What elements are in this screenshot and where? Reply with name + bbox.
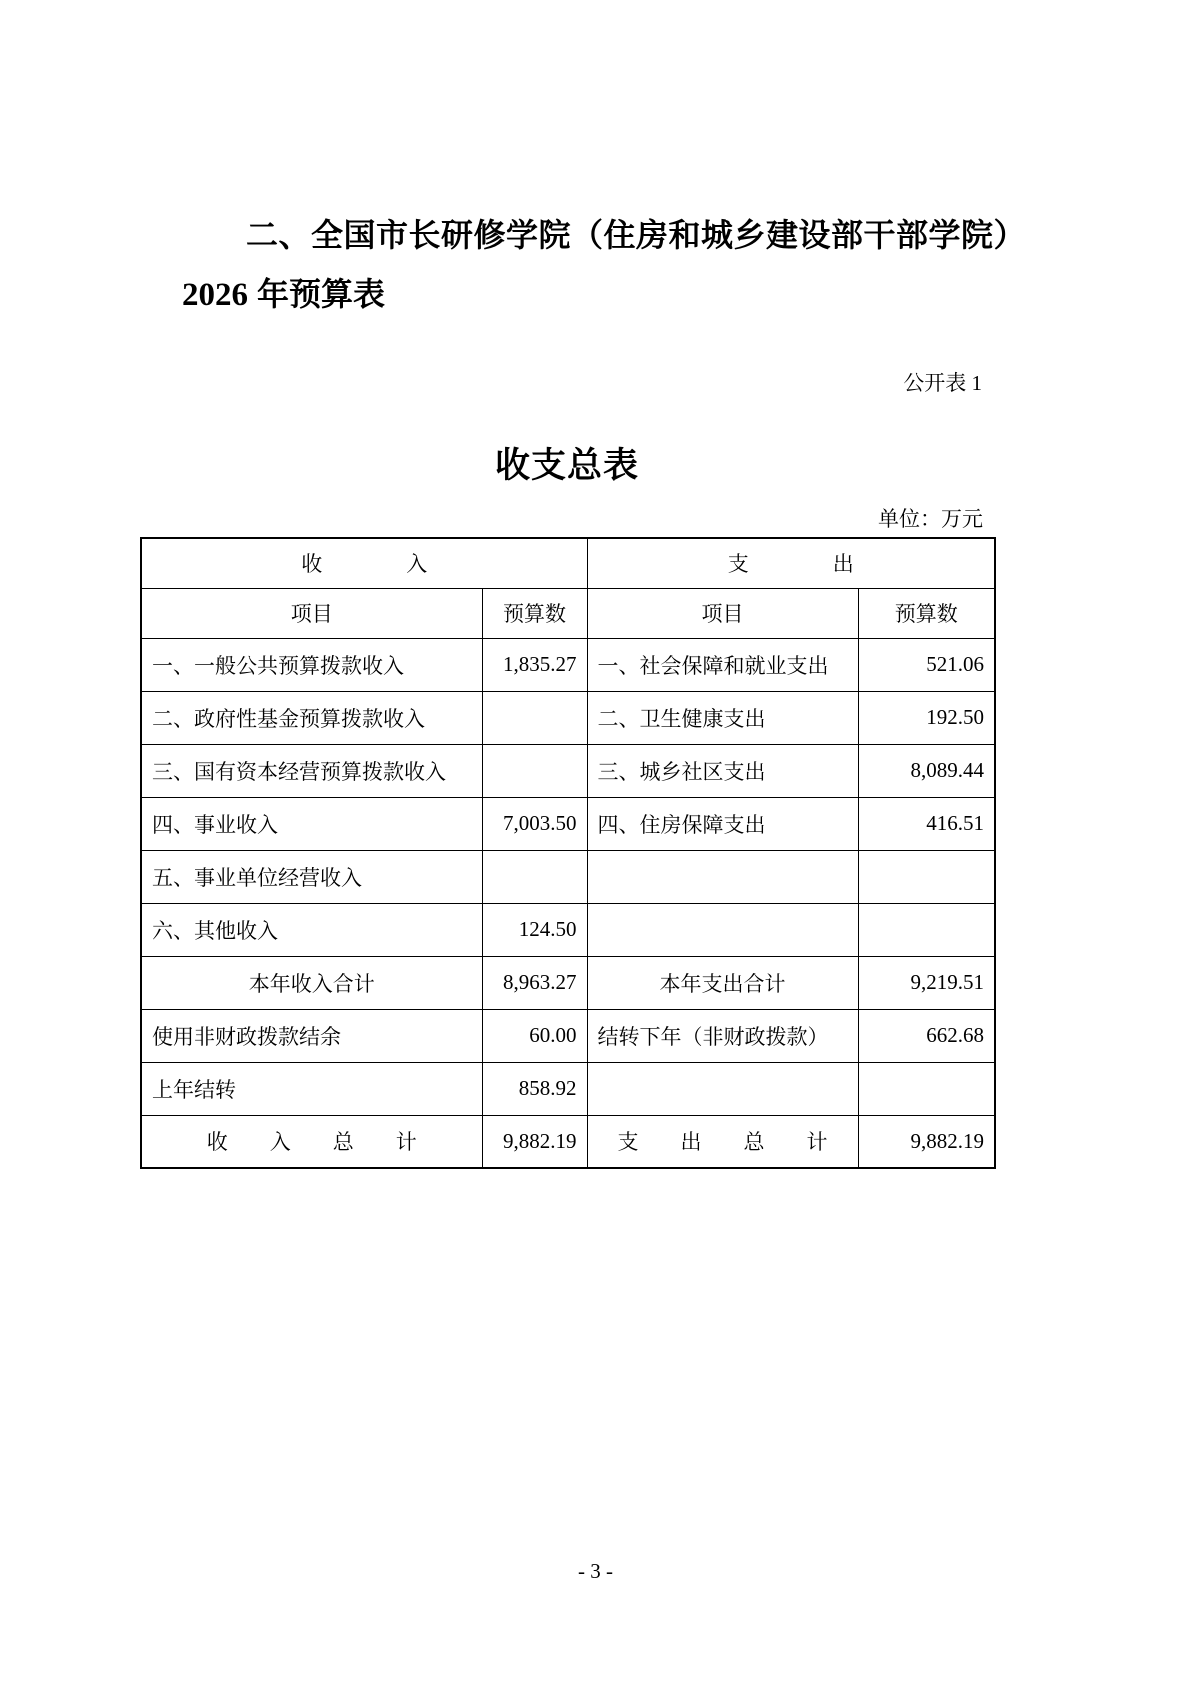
table-row — [141, 850, 995, 903]
expense-value — [858, 850, 995, 903]
expense-item: 四、住房保障支出 — [587, 797, 858, 850]
document-title-line1: 二、全国市长研修学院（住房和城乡建设部干部学院） — [246, 217, 1027, 253]
income-item: 一、一般公共预算拨款收入 — [141, 638, 482, 691]
income-value — [482, 691, 587, 744]
table-row — [141, 691, 995, 744]
income-total-label: 收 入 总 计 — [141, 1115, 482, 1168]
income-value: 124.50 — [482, 903, 587, 956]
expense-item-col-header: 项目 — [587, 588, 858, 638]
income-value: 1,835.27 — [482, 638, 587, 691]
income-value: 60.00 — [482, 1009, 587, 1062]
income-item: 使用非财政拨款结余 — [141, 1009, 482, 1062]
page-number: - 3 - — [578, 1559, 613, 1583]
expense-total-label: 支 出 总 计 — [587, 1115, 858, 1168]
table-row — [141, 1009, 995, 1062]
expense-value — [858, 1062, 995, 1115]
expense-subtotal-value: 9,219.51 — [858, 956, 995, 1009]
expense-item — [587, 1062, 858, 1115]
expense-total-value: 9,882.19 — [858, 1115, 995, 1168]
income-item: 四、事业收入 — [141, 797, 482, 850]
expense-value — [858, 903, 995, 956]
income-value: 7,003.50 — [482, 797, 587, 850]
expense-item — [587, 850, 858, 903]
income-item-col-header: 项目 — [141, 588, 482, 638]
expense-item — [587, 903, 858, 956]
table-row-subtotal — [141, 956, 995, 1009]
table-row — [141, 744, 995, 797]
income-value — [482, 744, 587, 797]
expense-item: 结转下年（非财政拨款） — [587, 1009, 858, 1062]
expense-section-header: 支 出 — [587, 538, 995, 588]
title-year: 2026 — [182, 277, 248, 313]
unit-note: 单位：万元 — [878, 507, 983, 531]
income-value — [482, 850, 587, 903]
income-item: 三、国有资本经营预算拨款收入 — [141, 744, 482, 797]
income-subtotal-label: 本年收入合计 — [141, 956, 482, 1009]
expense-value: 521.06 — [858, 638, 995, 691]
budget-summary-table — [140, 537, 996, 1169]
table-title: 收支总表 — [494, 446, 639, 485]
expense-budget-col-header: 预算数 — [858, 588, 995, 638]
income-item: 六、其他收入 — [141, 903, 482, 956]
expense-value: 416.51 — [858, 797, 995, 850]
expense-value: 662.68 — [858, 1009, 995, 1062]
income-item: 二、政府性基金预算拨款收入 — [141, 691, 482, 744]
table-row-total — [141, 1115, 995, 1168]
income-item: 五、事业单位经营收入 — [141, 850, 482, 903]
document-title-line2 — [182, 269, 385, 315]
income-subtotal-value: 8,963.27 — [482, 956, 587, 1009]
public-table-label: 公开表 1 — [903, 371, 982, 395]
expense-item: 一、社会保障和就业支出 — [587, 638, 858, 691]
income-total-value: 9,882.19 — [482, 1115, 587, 1168]
table-row — [141, 797, 995, 850]
income-section-header: 收 入 — [141, 538, 587, 588]
expense-value: 192.50 — [858, 691, 995, 744]
column-header-row — [141, 588, 995, 638]
expense-value: 8,089.44 — [858, 744, 995, 797]
expense-subtotal-label: 本年支出合计 — [587, 956, 858, 1009]
expense-item: 二、卫生健康支出 — [587, 691, 858, 744]
expense-item: 三、城乡社区支出 — [587, 744, 858, 797]
income-value: 858.92 — [482, 1062, 587, 1115]
section-header-row — [141, 538, 995, 588]
income-item: 上年结转 — [141, 1062, 482, 1115]
income-budget-col-header: 预算数 — [482, 588, 587, 638]
table-row — [141, 1062, 995, 1115]
title-suffix: 年预算表 — [257, 276, 386, 312]
table-row — [141, 903, 995, 956]
table-row — [141, 638, 995, 691]
